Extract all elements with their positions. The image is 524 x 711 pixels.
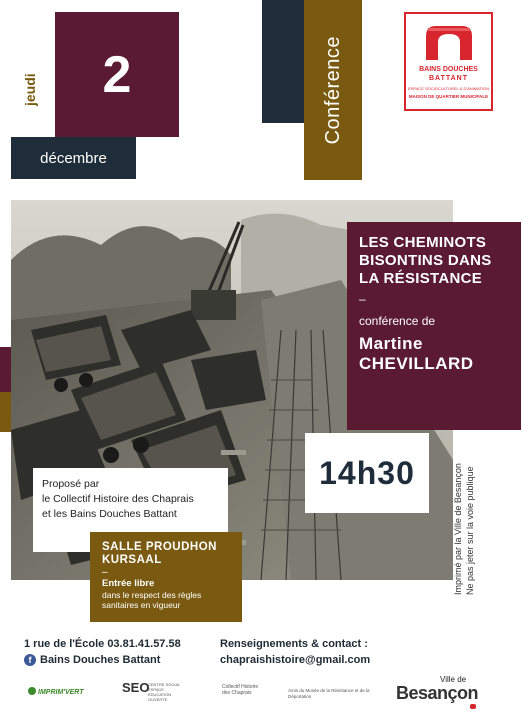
conference-title [359, 234, 511, 288]
collectif-logo: Collectif Histoire des Chaprais [222, 684, 259, 696]
resistance-museum-logo: Amis du Musée de la Résistance et de la Déportation [288, 688, 370, 699]
proposed-org2: et les Bains Douches Battant [42, 508, 177, 520]
month-box [11, 137, 136, 179]
venue-box [90, 532, 242, 622]
sanitary-note-line2: sanitaires en vigueur [102, 600, 181, 610]
besancon-logo: Besançon [396, 683, 479, 703]
day-number: 2 [102, 45, 132, 104]
left-maroon-strip [0, 347, 11, 392]
sanitary-note [102, 590, 232, 610]
title-line: BISONTINS DANS [359, 252, 492, 269]
imprim-vert-leaf-icon [28, 687, 36, 695]
facebook-icon: f [24, 654, 36, 666]
proposed-label: Proposé par [42, 478, 100, 490]
navy-strip [262, 0, 304, 123]
event-type-column [304, 0, 362, 180]
info-contact-label: Renseignements & contact : [220, 638, 368, 650]
speaker-last-name: CHEVILLARD [359, 354, 474, 373]
event-time: 14h30 [319, 454, 415, 491]
venue-dash: – [102, 567, 108, 578]
left-brown-strip [0, 392, 11, 432]
besancon-logo-prefix: Ville de [440, 675, 467, 684]
title-line: LES CHEMINOTS [359, 234, 487, 251]
venue-name-line2: KURSAAL [102, 554, 162, 566]
free-entry-label: Entrée libre [102, 578, 155, 589]
conference-title-box [347, 222, 521, 430]
venue-name [102, 541, 232, 567]
seo-logo-text: CENTRE SOCIAL ESPACE ÉDUCATION OUVERTE [148, 682, 181, 702]
title-line: LA RÉSISTANCE [359, 270, 483, 287]
bains-douches-logo [404, 12, 493, 111]
logo-subtitle2: MAISON DE QUARTIER MUNICIPALE [408, 94, 489, 99]
facebook-link[interactable] [24, 654, 160, 666]
conference-by-label: conférence de [359, 314, 436, 328]
imprint-notice [452, 440, 480, 595]
seo-logo [122, 680, 192, 706]
contact-email[interactable]: chapraishistoire@gmail.com [220, 654, 371, 666]
proposed-org1: le Collectif Histoire des Chaprais [42, 493, 194, 505]
sanitary-note-line1: dans le respect des règles [102, 590, 202, 600]
month-label: décembre [40, 149, 107, 167]
date-box [55, 12, 179, 137]
logo-name-line1: BAINS DOUCHES [419, 66, 478, 73]
imprint-line1: Imprimé par la Ville de Besançon [453, 463, 463, 595]
time-box [305, 433, 429, 513]
logo-name-line2: BATTANT [428, 75, 468, 82]
venue-name-line1: SALLE PROUDHON [102, 541, 217, 553]
logo-subtitle: ESPACE SOCIOCULTUREL & D'ANIMATION [407, 86, 490, 91]
facebook-name: Bains Douches Battant [40, 654, 161, 666]
seo-logo-mark: SEO [122, 680, 150, 695]
imprint-line2: Ne pas jeter sur la voie publique [465, 466, 475, 595]
besancon-logo-accent [470, 704, 476, 709]
arch-building-icon [422, 22, 476, 60]
address-phone: 1 rue de l'École 03.81.41.57.58 [24, 638, 181, 650]
imprim-vert-logo: IMPRIM'VERT [38, 689, 84, 696]
day-word: jeudi [22, 73, 38, 107]
speaker-first-name: Martine [359, 334, 423, 353]
event-type-label: Conférence [321, 35, 344, 145]
title-dash: – [359, 292, 366, 306]
